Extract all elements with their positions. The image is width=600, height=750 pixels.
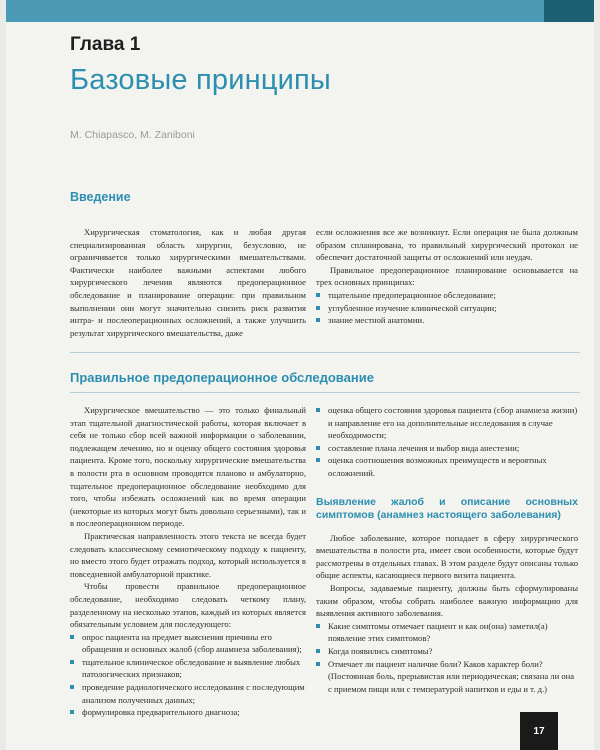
- bullet-square-icon: [316, 662, 320, 666]
- bullet-item: Какие симптомы отмечает пациент и как он(она) заметил(а) появление этих симптомов?: [316, 620, 578, 645]
- bullet-square-icon: [316, 458, 320, 462]
- bullet-square-icon: [70, 635, 74, 639]
- book-page: [6, 0, 594, 750]
- bullet-square-icon: [316, 306, 320, 310]
- bullet-item: тщательное предоперационное обследование;: [316, 289, 578, 302]
- bullet-item: оценка соотношения возможных преимуществ и вероятных осложнений.: [316, 454, 578, 479]
- page-number: 17: [520, 712, 558, 750]
- preop-paragraph: Хирургическое вмешательство — это только финальный этап тщательной диагностической работы, которая включает в себя не только сбор всей важной информации о заболевании, подлежащем лечению, но и оценку общего состояния здоровья пациента. Кроме того, поскольку хирургические вмешательства в полости рта в основном проводятся планово и амбулаторно, тщательное предоперационное обследование необходимо для того, чтобы избежать осложнений как во время операции (некоторые из которых могут быть довольно серьезными), так и в послеоперационном периоде.: [70, 405, 306, 529]
- bullet-square-icon: [70, 710, 74, 714]
- bullet-square-icon: [316, 649, 320, 653]
- intro-paragraph: Хирургическая стоматология, как и любая другая специализированная область хирургии, безусловно, не ограничивается только хирургическими вмешательствами. Фактически наиболее важными аспектами любого хирургического лечения являются предоперационное обследование и планирование операции: при правильном выполнении они могут значительно снизить риск развития интра- и послеоперационных осложнений, а также улучшить результат хирургического вмешательства, даже: [70, 227, 306, 338]
- preop-right-column: [316, 404, 578, 695]
- bullet-square-icon: [316, 446, 320, 450]
- bullet-square-icon: [316, 408, 320, 412]
- preop-left-column: [70, 404, 306, 719]
- bullet-item: Когда появились симптомы?: [316, 645, 578, 658]
- chapter-title: Базовые принципы: [70, 64, 331, 96]
- bullet-square-icon: [316, 318, 320, 322]
- preop-paragraph: Любое заболевание, которое попадает в сферу хирургического вмешательства в полости рта, имеет свои особенности, которые будут рассмотрены в отдельных главах. В этом разделе будут описаны только общие аспекты, касающиеся первого визита пациента.: [316, 532, 578, 581]
- heading-underline: [70, 392, 580, 393]
- bullet-square-icon: [70, 660, 74, 664]
- top-color-band: [6, 0, 544, 22]
- bullet-item: опрос пациента на предмет выяснения причины его обращения и основных жалоб (сбор анамнеза заболевания);: [70, 631, 306, 656]
- bullet-item: оценка общего состояния здоровья пациента (сбор анамнеза жизни) и направление его на дополнительные исследования в случае необходимости;: [316, 404, 578, 442]
- bullet-item: углубленное изучение клинической ситуации;: [316, 302, 578, 315]
- preop-paragraph: Чтобы провести правильное предоперационное обследование, необходимо следовать четкому плану, разделенному на несколько этапов, каждый из которых является обязательным условием для последующего:: [70, 581, 306, 630]
- bullet-item: формулировка предварительного диагноза;: [70, 706, 306, 719]
- bullet-square-icon: [316, 624, 320, 628]
- bullet-item: знание местной анатомии.: [316, 314, 578, 327]
- bullet-square-icon: [70, 685, 74, 689]
- intro-left-column: [70, 226, 306, 339]
- intro-heading: Введение: [70, 190, 131, 204]
- section-divider: [70, 352, 580, 353]
- chapter-label: Глава 1: [70, 34, 141, 55]
- bullet-item: проведение радиологического исследования с последующим анализом полученных данных;: [70, 681, 306, 706]
- preop-paragraph: Вопросы, задаваемые пациенту, должны быть сформулированы таким образом, чтобы собрать наиболее важную информацию для выявления активного заболевания.: [316, 582, 578, 619]
- preop-paragraph: Практическая направленность этого текста не всегда будет следовать классическому семиотическому подходу к пациенту, но вместо этого будет отражать подход, который используется в повседневной амбулаторной практике.: [70, 530, 306, 579]
- intro-paragraph: Правильное предоперационное планирование основывается на трех основных принципах:: [316, 264, 578, 288]
- preop-heading: Правильное предоперационное обследование: [70, 370, 374, 385]
- bullet-item: Отмечает ли пациент наличие боли? Каков характер боли? (Постоянная боль, прерывистая или периодическая; связана ли она с приемом пищи или с температурой напитков и еды и т. д.): [316, 658, 578, 696]
- bullet-item: составление плана лечения и выбор вида анестезии;: [316, 442, 578, 455]
- bullet-square-icon: [316, 293, 320, 297]
- authors: M. Chiapasco, M. Zaniboni: [70, 129, 195, 141]
- bullet-item: тщательное клиническое обследование и выявление любых патологических признаков;: [70, 656, 306, 681]
- intro-paragraph: если осложнения все же возникнут. Если операция не была должным образом спланирована, то правильный хирургический протокол не обеспечит достаточной защиты от осложнений или неудач.: [316, 227, 578, 263]
- intro-right-column: [316, 226, 578, 327]
- subsection-heading: Выявление жалоб и описание основных симптомов (анамнез настоящего заболевания): [316, 495, 578, 521]
- top-corner-band: [544, 0, 594, 22]
